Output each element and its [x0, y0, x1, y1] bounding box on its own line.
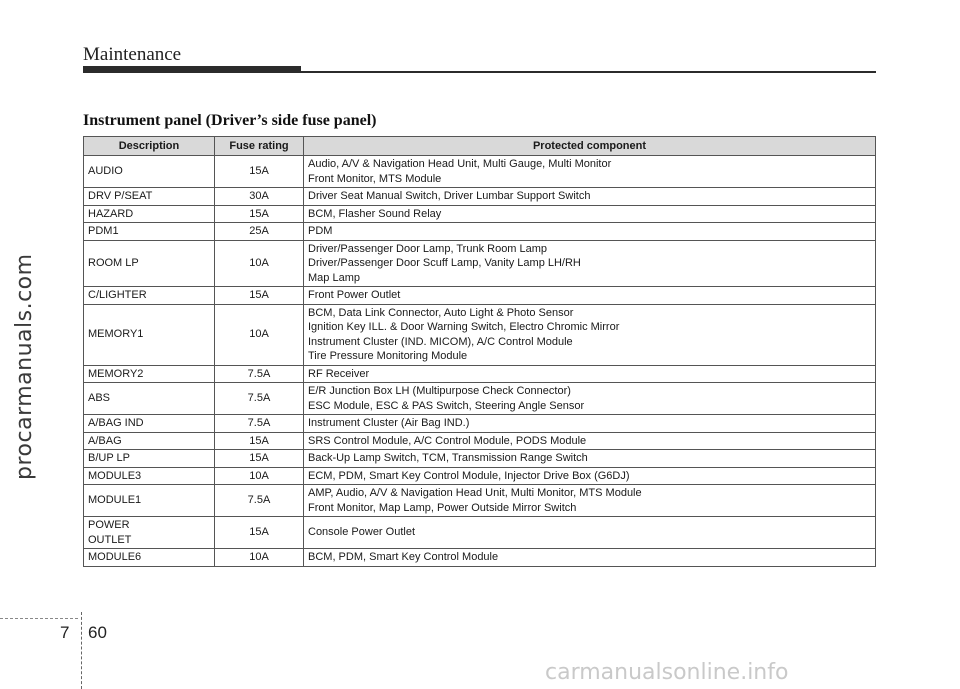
watermark-carmanualsonline: carmanualsonline.info [545, 660, 789, 685]
page-header-title: Maintenance [83, 44, 182, 65]
cell-protected-component: ECM, PDM, Smart Key Control Module, Injector Drive Box (G6DJ) [304, 467, 876, 485]
cell-fuse-rating: 15A [215, 156, 304, 188]
table-header-row [84, 137, 876, 156]
table-row [84, 188, 876, 206]
cell-protected-component: SRS Control Module, A/C Control Module, PODS Module [304, 432, 876, 450]
cell-fuse-rating: 15A [215, 450, 304, 468]
table-row [84, 432, 876, 450]
cell-fuse-rating: 10A [215, 467, 304, 485]
cell-fuse-rating: 15A [215, 432, 304, 450]
table-row [84, 450, 876, 468]
cell-fuse-rating: 30A [215, 188, 304, 206]
table-row [84, 467, 876, 485]
cell-description: POWER OUTLET [84, 517, 215, 549]
column-header-fuse-rating: Fuse rating [215, 137, 304, 156]
cell-fuse-rating: 15A [215, 205, 304, 223]
column-header-description: Description [84, 137, 215, 156]
cell-description: MODULE1 [84, 485, 215, 517]
table-row [84, 415, 876, 433]
table-row [84, 205, 876, 223]
cell-fuse-rating: 10A [215, 304, 304, 365]
header-rule-thick [83, 66, 301, 73]
page-number-divider [81, 612, 82, 689]
cell-description: AUDIO [84, 156, 215, 188]
table-row [84, 223, 876, 241]
fuse-table-body [84, 156, 876, 567]
cell-fuse-rating: 7.5A [215, 365, 304, 383]
cell-fuse-rating: 15A [215, 517, 304, 549]
table-row [84, 156, 876, 188]
cell-protected-component: Console Power Outlet [304, 517, 876, 549]
cell-fuse-rating: 10A [215, 240, 304, 287]
table-row [84, 383, 876, 415]
cell-description: B/UP LP [84, 450, 215, 468]
cell-description: HAZARD [84, 205, 215, 223]
cell-protected-component: BCM, Data Link Connector, Auto Light & Photo Sensor Ignition Key ILL. & Door Warning Switch, Electro Chromic Mirror Instrument Cluster (IND. MICOM), A/C Control Module Tire Pressure Monitoring Module [304, 304, 876, 365]
table-row [84, 549, 876, 567]
cell-protected-component: Audio, A/V & Navigation Head Unit, Multi Gauge, Multi Monitor Front Monitor, MTS Module [304, 156, 876, 188]
cell-fuse-rating: 15A [215, 287, 304, 305]
cell-fuse-rating: 10A [215, 549, 304, 567]
cell-protected-component: Driver/Passenger Door Lamp, Trunk Room Lamp Driver/Passenger Door Scuff Lamp, Vanity Lamp LH/RH Map Lamp [304, 240, 876, 287]
cell-fuse-rating: 7.5A [215, 485, 304, 517]
cell-protected-component: PDM [304, 223, 876, 241]
cell-description: ROOM LP [84, 240, 215, 287]
cell-description: MEMORY1 [84, 304, 215, 365]
cell-description: MODULE3 [84, 467, 215, 485]
cell-description: MODULE6 [84, 549, 215, 567]
cell-description: C/LIGHTER [84, 287, 215, 305]
cell-protected-component: E/R Junction Box LH (Multipurpose Check Connector) ESC Module, ESC & PAS Switch, Steering Angle Sensor [304, 383, 876, 415]
fuse-table [83, 136, 876, 567]
section-title: Instrument panel (Driver’s side fuse panel) [83, 112, 377, 129]
table-row [84, 517, 876, 549]
table-row [84, 365, 876, 383]
cell-protected-component: Front Power Outlet [304, 287, 876, 305]
cell-protected-component: Driver Seat Manual Switch, Driver Lumbar Support Switch [304, 188, 876, 206]
cell-protected-component: Instrument Cluster (Air Bag IND.) [304, 415, 876, 433]
page-number: 60 [88, 623, 107, 642]
cell-protected-component: AMP, Audio, A/V & Navigation Head Unit, Multi Monitor, MTS Module Front Monitor, Map Lamp, Power Outside Mirror Switch [304, 485, 876, 517]
table-row [84, 240, 876, 287]
cell-protected-component: Back-Up Lamp Switch, TCM, Transmission Range Switch [304, 450, 876, 468]
cell-fuse-rating: 25A [215, 223, 304, 241]
chapter-number: 7 [60, 623, 70, 642]
cell-description: PDM1 [84, 223, 215, 241]
cell-description: A/BAG [84, 432, 215, 450]
cell-description: ABS [84, 383, 215, 415]
cell-description: MEMORY2 [84, 365, 215, 383]
table-row [84, 485, 876, 517]
column-header-protected-component: Protected component [304, 137, 876, 156]
cell-fuse-rating: 7.5A [215, 415, 304, 433]
table-row [84, 287, 876, 305]
cell-description: DRV P/SEAT [84, 188, 215, 206]
cell-protected-component: BCM, Flasher Sound Relay [304, 205, 876, 223]
cell-protected-component: RF Receiver [304, 365, 876, 383]
footer-dashed-line [0, 618, 78, 619]
cell-protected-component: BCM, PDM, Smart Key Control Module [304, 549, 876, 567]
table-row [84, 304, 876, 365]
watermark-procarmanuals: procarmanuals.com [12, 253, 37, 480]
header-rule-thin [301, 71, 876, 73]
cell-fuse-rating: 7.5A [215, 383, 304, 415]
cell-description: A/BAG IND [84, 415, 215, 433]
